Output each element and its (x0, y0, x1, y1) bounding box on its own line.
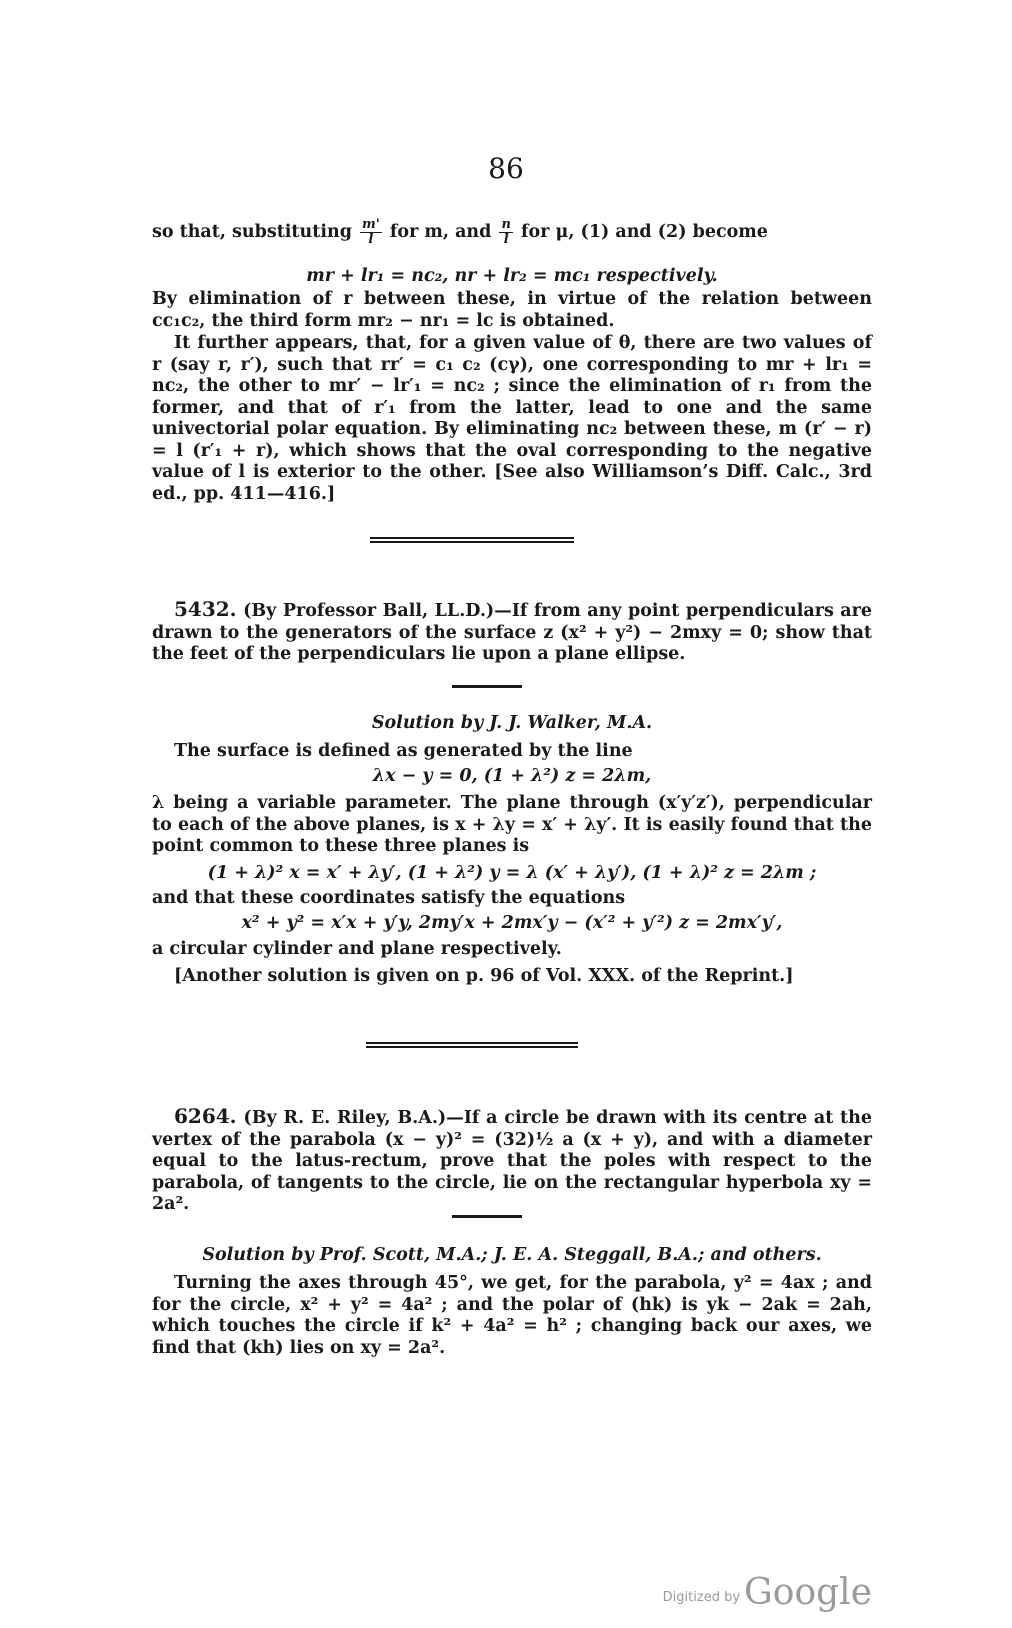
text-fragment: for μ, (1) and (2) become (521, 222, 768, 242)
reference-williamson: [See also Williamson’s Diff. Calc., 3rd ed., pp. 411—416.] (152, 462, 872, 504)
paragraph-plane: λ being a variable parameter. The plane through (x′y′z′), perpendicular to each of the above planes, is x + λy = x′ + λy′. It is easily found that the point common to these three planes is (152, 793, 872, 856)
question-6264 (152, 1106, 872, 1216)
question-5432 (152, 599, 872, 666)
text-line: The surface is defined as generated by the line (174, 741, 633, 761)
text-line: a circular cylinder and plane respectively. (152, 939, 562, 959)
text-fragment: for m, and (389, 222, 492, 242)
fraction-denominator: l (503, 232, 509, 247)
reference-reprint: [Another solution is given on p. 96 of Vol. XXX. of the Reprint.] (174, 966, 794, 986)
substitution-line (152, 218, 872, 247)
question-number: 5432. (174, 597, 237, 621)
paragraph-elimination: By elimination of r between these, in virtue of the relation between cc₁c₂, the third form mr₂ − nr₁ = lc is obtained. (152, 289, 872, 331)
question-text: (By Professor Ball, LL.D.)—If from any point perpendiculars are drawn to the generators of the surface z (x² + y²) − 2mxy = 0; show that the feet of the perpendiculars lie upon a plane ellipse. (152, 601, 872, 664)
solution-by-walker: Solution by J. J. Walker, M.A. (371, 713, 653, 733)
fraction-numerator: m' (362, 217, 380, 232)
equation-respectively: mr + lr₁ = nc₂, nr + lr₂ = mc₁ respectively. (306, 266, 718, 286)
google-logo: Google (744, 1572, 872, 1613)
page-number: 86 (488, 152, 524, 185)
question-number: 6264. (174, 1104, 237, 1128)
solution-text: Turning the axes through 45°, we get, for the parabola, y² = 4ax ; and for the circle, x² + y² = 4a² ; and the polar of (hk) is yk − 2ak = 2ah, which touches the circle if k² + 4a² = h² ; changing back our axes, we find that (kh) lies on xy = 2a². (152, 1273, 872, 1358)
equation: λx − y = 0, (1 + λ²) z = 2λm, (372, 766, 652, 786)
short-rule (452, 1215, 522, 1218)
digitized-by-google-watermark (663, 1572, 872, 1613)
question-text: (By R. E. Riley, B.A.)—If a circle be drawn with its centre at the vertex of the parabola (x − y)² = (32)½ a (x + y), and with a diameter equal to the latus-rectum, prove that the poles with respect to the parabola, of tangents to the circle, lie on the rectangular hyperbola xy = 2a². (152, 1108, 873, 1214)
solution-by-scott: Solution by Prof. Scott, M.A.; J. E. A. Steggall, B.A.; and others. (202, 1245, 822, 1265)
short-rule (452, 685, 522, 688)
text-line: and that these coordinates satisfy the equations (152, 888, 626, 908)
fraction-m-over-l (360, 218, 382, 247)
equation: (1 + λ)² x = x′ + λy′, (1 + λ²) y = λ (x′ + λy′), (1 + λ)² z = 2λm ; (207, 863, 817, 883)
paragraph-further (152, 333, 872, 505)
digitized-label: Digitized by (662, 1590, 741, 1605)
section-divider (370, 537, 574, 543)
fraction-n-over-l (499, 218, 512, 247)
paragraph-text: It further appears, that, for a given value of θ, there are two values of r (say r, r′), such that rr′ = c₁ c₂ (cγ), one corresponding to mr + lr₁ = nc₂, the other to mr′ − lr′₁ = nc₂ ; since the elimination of r₁ from the former, and that of r′₁ from the latter, lead to one and the same univectorial polar equation. By eliminating nc₂ between these, m (r′ − r) = l (r′₁ + r), which shows that the oval corresponding to the negative value of l is exterior to the other. (152, 333, 872, 482)
equation: x² + y² = x′x + y′y, 2my′x + 2mx′y − (x′² + y′²) z = 2mx′y′, (241, 913, 783, 933)
text-fragment: so that, substituting (152, 222, 352, 242)
fraction-numerator: n (501, 217, 511, 232)
fraction-denominator: l (368, 232, 374, 247)
section-divider (366, 1042, 578, 1048)
